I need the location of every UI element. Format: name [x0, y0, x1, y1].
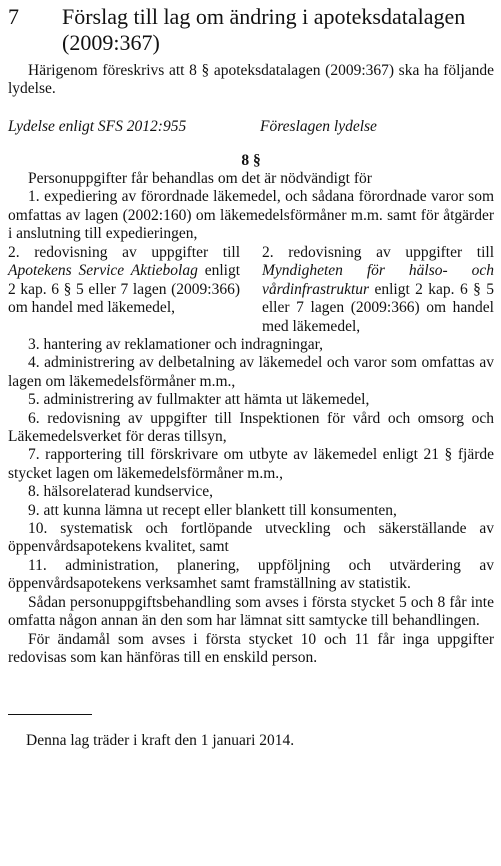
paragraph: 8. hälsorelaterad kundservice,: [28, 483, 214, 501]
paragraph: Personuppgifter får behandlas om det är nödvändigt för: [28, 170, 372, 187]
paragraph: 6. redovisning av uppgifter till Inspektionen för vård och omsorg och Läkemedelsverket för deras tillsyn,: [8, 409, 494, 446]
item-2-current-italic: Apotekens Service Aktiebolag: [8, 262, 198, 280]
paragraph: Sådan personuppgiftsbehandling som avses i första stycket 5 och 8 får inte omfatta någon annan än den som har lämnat sitt samtycke till behandlingen.: [8, 593, 494, 630]
heading-title: Förslag till lag om ändring i apoteksdatalagen (2009:367): [62, 4, 466, 55]
paragraph: För ändamål som avses i första stycket 10 och 11 får inga uppgifter redovisas som kan hänföras till en enskild person.: [8, 630, 494, 666]
intro-paragraph: [8, 62, 494, 99]
item-2-proposed-italic: Myndigheten för hälso- och vårdinfrastruktur: [262, 262, 494, 298]
paragraph: 9. att kunna lämna ut recept eller blankett till konsumenten,: [28, 501, 397, 519]
item-2-current: [8, 244, 240, 318]
paragraph: 10. systematisk och fortlöpande utveckling och säkerställande av öppenvårdsapotekens kvalitet, samt: [8, 520, 494, 556]
paragraphs-before: [8, 170, 494, 244]
left-column-header: Lydelse enligt SFS 2012:955: [8, 118, 187, 135]
paragraph: 4. administrering av delbetalning av läkemedel och varor som omfattas av lagen om läkemedelsförmåner m.m.,: [8, 354, 494, 390]
paragraphs-after: [8, 336, 494, 667]
paragraph: 11. administration, planering, uppföljning och utvärdering av öppenvårdsapotekens verksamhet samt framställning av statistik.: [8, 556, 494, 593]
intro-text: Härigenom föreskrivs att 8 § apoteksdatalagen (2009:367) ska ha följande lydelse.: [8, 62, 494, 98]
item-2-proposed-pre: 2. redovisning av uppgifter till: [262, 244, 494, 261]
footnote-text: Denna lag träder i kraft den 1 januari 2014.: [26, 732, 295, 749]
paragraph: 5. administrering av fullmakter att hämta ut läkemedel,: [28, 391, 370, 409]
heading-number: 7: [8, 4, 19, 29]
paragraph: 7. rapportering till förskrivare om utbyte av läkemedel enligt 21 § fjärde stycket lagen om läkemedelsförmåner m.m.,: [8, 446, 494, 482]
item-2-current-pre: 2. redovisning av uppgifter till: [8, 244, 240, 261]
section-mark: 8 §: [241, 152, 261, 169]
item-2-current-post: enligt 2 kap. 6 § 5 eller 7 lagen (2009:366) om handel med läkemedel,: [8, 262, 240, 317]
right-column-header: Föreslagen lydelse: [260, 118, 377, 135]
item-2-proposed: [262, 244, 494, 336]
paragraph: 3. hantering av reklamationer och indragningar,: [28, 336, 324, 353]
item-2-proposed-post: enligt 2 kap. 6 § 5 eller 7 lagen (2009:366) om handel med läkemedel,: [262, 280, 494, 335]
footnote-divider: [8, 714, 92, 715]
paragraph: 1. expediering av förordnade läkemedel, och sådana förordnade varor som omfattas av lagen (2002:160) om läkemedelsförmåner m.m. samt för åtgärder i anslutning till expedieringen,: [8, 188, 494, 243]
